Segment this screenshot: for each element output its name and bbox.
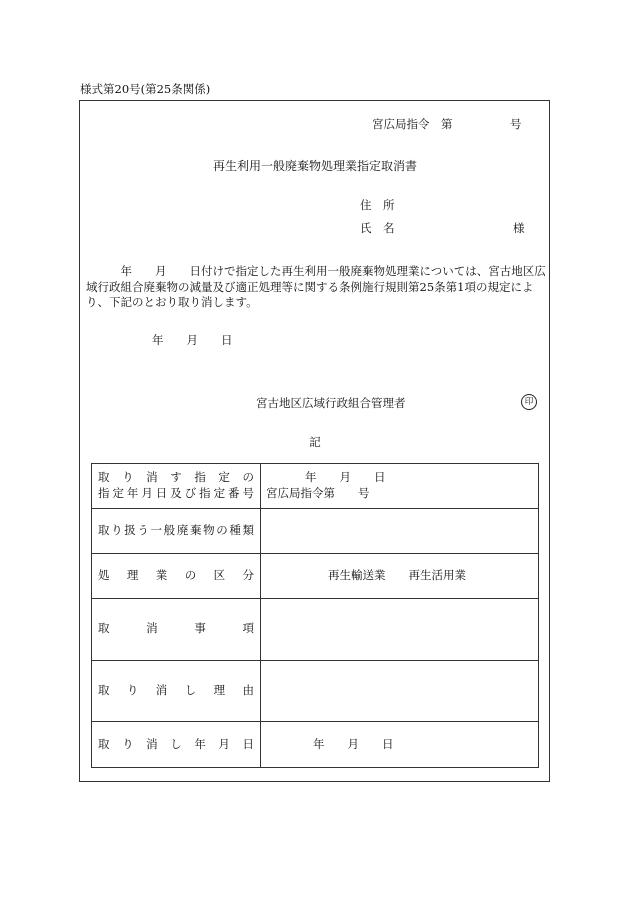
row1-value-number: 宮広局指令第 号 — [266, 486, 370, 500]
row6-value: 年 月 日 — [313, 737, 394, 751]
row2-label: 取り扱う一般廃棄物の種類 — [98, 523, 254, 537]
row1-label-line1: 取り消す指定の — [98, 470, 254, 484]
table-row-divider — [92, 508, 538, 509]
issuer-title: 宮古地区広域行政組合管理者 — [256, 396, 406, 410]
seal-icon: 印 — [521, 394, 537, 410]
table-row-divider — [92, 553, 538, 554]
row6-label: 取り消し年月日 — [98, 737, 254, 751]
form-number-label: 様式第20号(第25条関係) — [80, 82, 211, 96]
row5-label: 取り消し理由 — [98, 683, 254, 697]
row4-label: 取消事項 — [98, 621, 254, 635]
row1-value-date: 年 月 日 — [305, 470, 386, 484]
row3-label: 処理業の区分 — [98, 568, 254, 582]
issue-date: 年 月 日 — [152, 333, 233, 347]
details-table — [91, 463, 539, 768]
table-row-divider — [92, 598, 538, 599]
table-row-divider — [92, 721, 538, 722]
ki-heading: 記 — [309, 435, 321, 449]
table-row-divider — [92, 660, 538, 661]
notice-number: 宮広局指令 第 号 — [372, 117, 522, 131]
recipient-honorific: 様 — [513, 221, 525, 235]
document-title: 再生利用一般廃棄物処理業指定取消書 — [212, 159, 417, 173]
recipient-name-label: 氏 名 — [360, 221, 395, 235]
row3-value: 再生輸送業 再生活用業 — [328, 568, 466, 582]
body-paragraph: 年 月 日付けで指定した再生利用一般廃棄物処理業については、宮古地区広域行政組合廃棄物の減量及び適正処理等に関する条例施行規則第25条第1項の規定により、下記のとおり取り消します。 — [86, 264, 546, 309]
row1-label-line2: 指定年月日及び指定番号 — [98, 486, 254, 500]
recipient-address-label: 住 所 — [360, 198, 395, 212]
